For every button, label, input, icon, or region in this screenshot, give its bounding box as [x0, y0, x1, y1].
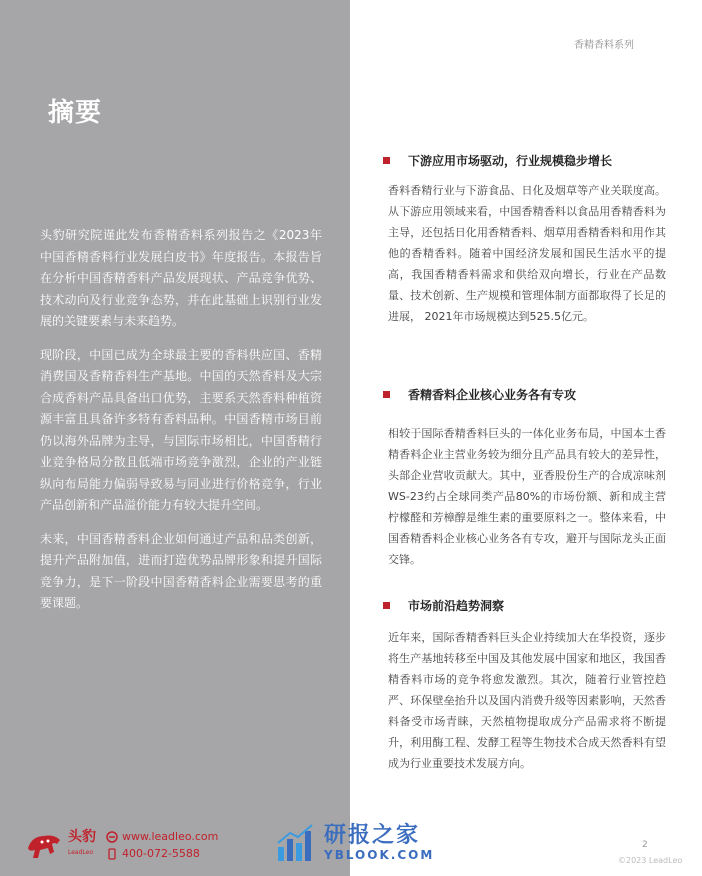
web-icon: [106, 831, 118, 843]
watermark: [276, 823, 434, 863]
brand-name: 头豹: [68, 829, 96, 845]
section-heading-text: 香精香料企业核心业务各有专攻: [408, 388, 577, 402]
section-paragraph: 近年来，国际香精香料巨头企业持续加大在华投资，逐步将生产基地转移至中国及其他发展中国家和地区，我国香精香料市场的竞争将愈发激烈。其次，随着行业管控趋严、环保壁垒抬升以及国内消费升级等因素影响，天然香料备受市场青睐，天然植物提取成分产品需求将不断提升，利用酶工程、发酵工程等生物技术合成天然香料有望成为行业重要技术发展方向。: [388, 631, 666, 770]
brand-logo: [68, 829, 96, 861]
watermark-domain: YBLOOK.COM: [324, 848, 435, 862]
section-heading-1: [383, 152, 612, 169]
summary-paragraph: 未来，中国香精香料企业如何通过产品和品类创新，提升产品附加值，进而打造优势品牌形象和提升国际竞争力，是下一阶段中国香精香料企业需要思考的重要课题。: [40, 531, 322, 610]
copyright: ©2023 LeadLeo: [618, 856, 683, 865]
bullet-square-icon: [383, 391, 390, 398]
section-body-3: [388, 627, 666, 774]
summary-text: [40, 225, 322, 627]
footer-brand: [24, 828, 218, 862]
summary-paragraph: 现阶段，中国已成为全球最主要的香料供应国、香精消费国及香精香料生产基地。中国的天然香料及大宗合成香料产品具备出口优势，主要系天然香料种植资源丰富且具备许多特有香料品种。中国香精市场目前仍以海外品牌为主导，与国际市场相比，中国香精行业竞争格局分散且低端市场竞争激烈，企业的产业链纵向布局能力偏弱导致易与同业进行价格竞争，行业产品创新和产品溢价能力有较大提升空间。: [40, 347, 322, 512]
series-label: 香精香料系列: [574, 40, 634, 51]
page-title: 摘要: [48, 98, 103, 128]
section-heading-text: 下游应用市场驱动，行业规模稳步增长: [408, 154, 613, 168]
section-heading-3: [383, 597, 504, 614]
bullet-square-icon: [383, 157, 390, 164]
leopard-logo-icon: [24, 828, 64, 862]
website-link[interactable]: www.leadleo.com: [122, 830, 219, 843]
page-number: 2: [642, 840, 648, 850]
section-body-1: [388, 180, 666, 327]
summary-paragraph: 头豹研究院谨此发布香精香料系列报告之《2023年中国香精香料行业发展白皮书》年度报告。本报告旨在分析中国香精香料产品发展现状、产品竞争优势、技术动向及行业竞争态势，并在此基础上识别行业发展的关键要素与未来趋势。: [40, 228, 322, 328]
contact-info: [106, 828, 218, 862]
section-paragraph: 相较于国际香精香料巨头的一体化业务布局，中国本土香精香料企业主营业务较为细分且产品具有较大的差异性，头部企业营收贡献大。其中，亚香股份生产的合成凉味剂WS-23约占全球同类产品80%的市场份额、新和成主营柠檬醛和芳樟醇是维生素的重要原料之一。整体来看，中国香精香料企业核心业务各有专攻，避开与国际龙头正面交锋。: [388, 427, 666, 566]
phone-icon: [106, 848, 118, 860]
section-heading-2: [383, 386, 576, 403]
watermark-title: 研报之家: [324, 823, 421, 848]
phone-number: 400-072-5588: [122, 847, 200, 860]
brand-sub: LeadLeo: [68, 849, 94, 856]
left-panel: [0, 0, 350, 876]
section-heading-text: 市场前沿趋势洞察: [408, 599, 505, 613]
bullet-square-icon: [383, 602, 390, 609]
section-paragraph: 香料香精行业与下游食品、日化及烟草等产业关联度高。从下游应用领域来看，中国香精香料以食品用香精香料为主导，还包括日化用香精香料、烟草用香精香料和用作其他的香精香料。随着中国经济发展和国民生活水平的提高，我国香精香料需求和供给双向增长，行业在产品数量、技术创新、生产规模和管理体制方面都取得了长足的进展， 2021年市场规模达到525.5亿元。: [388, 184, 666, 323]
section-body-2: [388, 423, 666, 570]
bar-chart-logo-icon: [276, 823, 316, 863]
